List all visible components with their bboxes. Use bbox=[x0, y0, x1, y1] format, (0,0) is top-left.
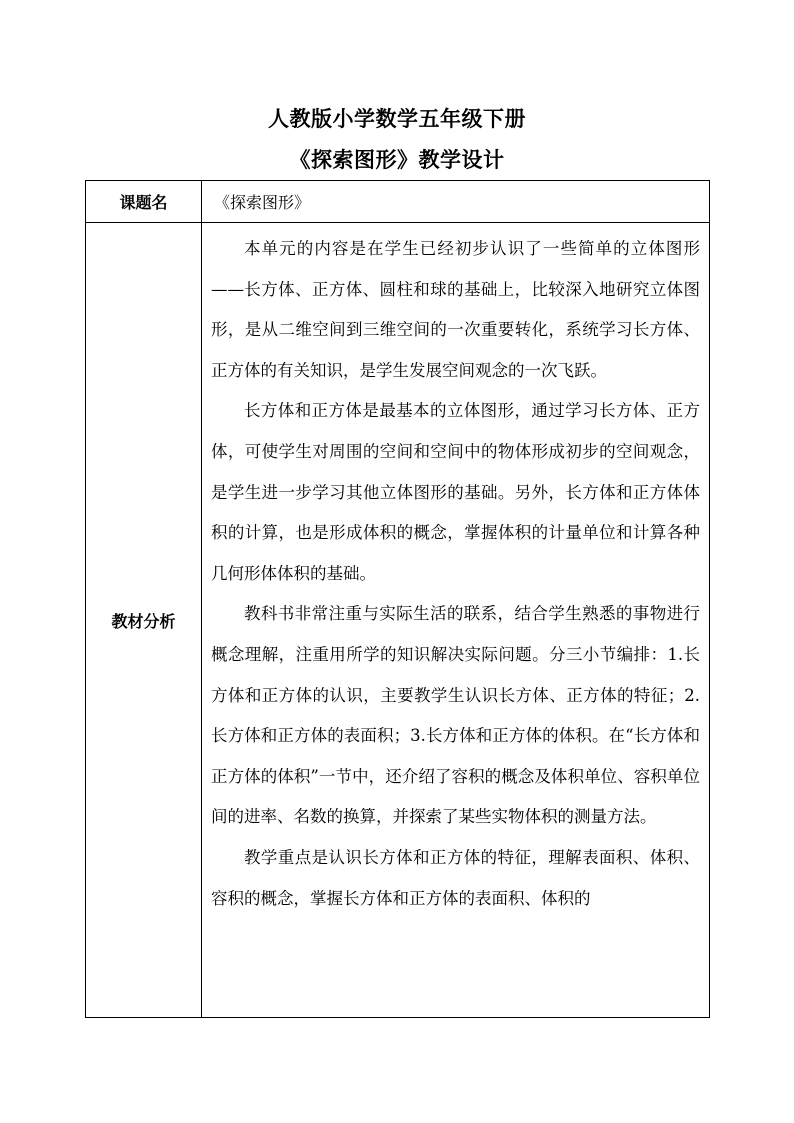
analysis-paragraph: 本单元的内容是在学生已经初步认识了一些简单的立体图形——长方体、正方体、圆柱和球的基础上，比较深入地研究立体图形，是从二维空间到三维空间的一次重要转化，系统学习长方体、正方体的有关知识，是学生发展空间观念的一次飞跃。 bbox=[211, 239, 700, 380]
lesson-title-value: 《探索图形》 bbox=[202, 181, 710, 223]
analysis-paragraph: 长方体和正方体是最基本的立体图形，通过学习长方体、正方体，可使学生对周围的空间和空间中的物体形成初步的空间观念，是学生进一步学习其他立体图形的基础。另外，长方体和正方体体积的计算，也是形成体积的概念，掌握体积的计量单位和计算各种几何形体体积的基础。 bbox=[211, 401, 700, 583]
document-subtitle: 《探索图形》教学设计 bbox=[289, 148, 505, 172]
analysis-paragraph: 教学重点是认识长方体和正方体的特征，理解表面积、体积、容积的概念，掌握长方体和正方体的表面积、体积的 bbox=[211, 847, 700, 908]
table-row-textbook-analysis bbox=[86, 223, 710, 1018]
textbook-analysis-label: 教材分析 bbox=[86, 223, 202, 1018]
document-title: 人教版小学数学五年级下册 bbox=[268, 107, 526, 131]
lesson-design-table bbox=[85, 180, 710, 1018]
table-row-lesson-title bbox=[86, 181, 710, 223]
lesson-title-label: 课题名 bbox=[86, 181, 202, 223]
analysis-paragraph: 教科书非常注重与实际生活的联系，结合学生熟悉的事物进行概念理解，注重用所学的知识解决实际问题。分三小节编排：1.长方体和正方体的认识，主要教学生认识长方体、正方体的特征；2.长方体和正方体的表面积；3.长方体和正方体的体积。在“长方体和正方体的体积”一节中，还介绍了容积的概念及体积单位、容积单位间的进率、名数的换算，并探索了某些实物体积的测量方法。 bbox=[211, 604, 700, 827]
textbook-analysis-content bbox=[202, 223, 710, 1018]
